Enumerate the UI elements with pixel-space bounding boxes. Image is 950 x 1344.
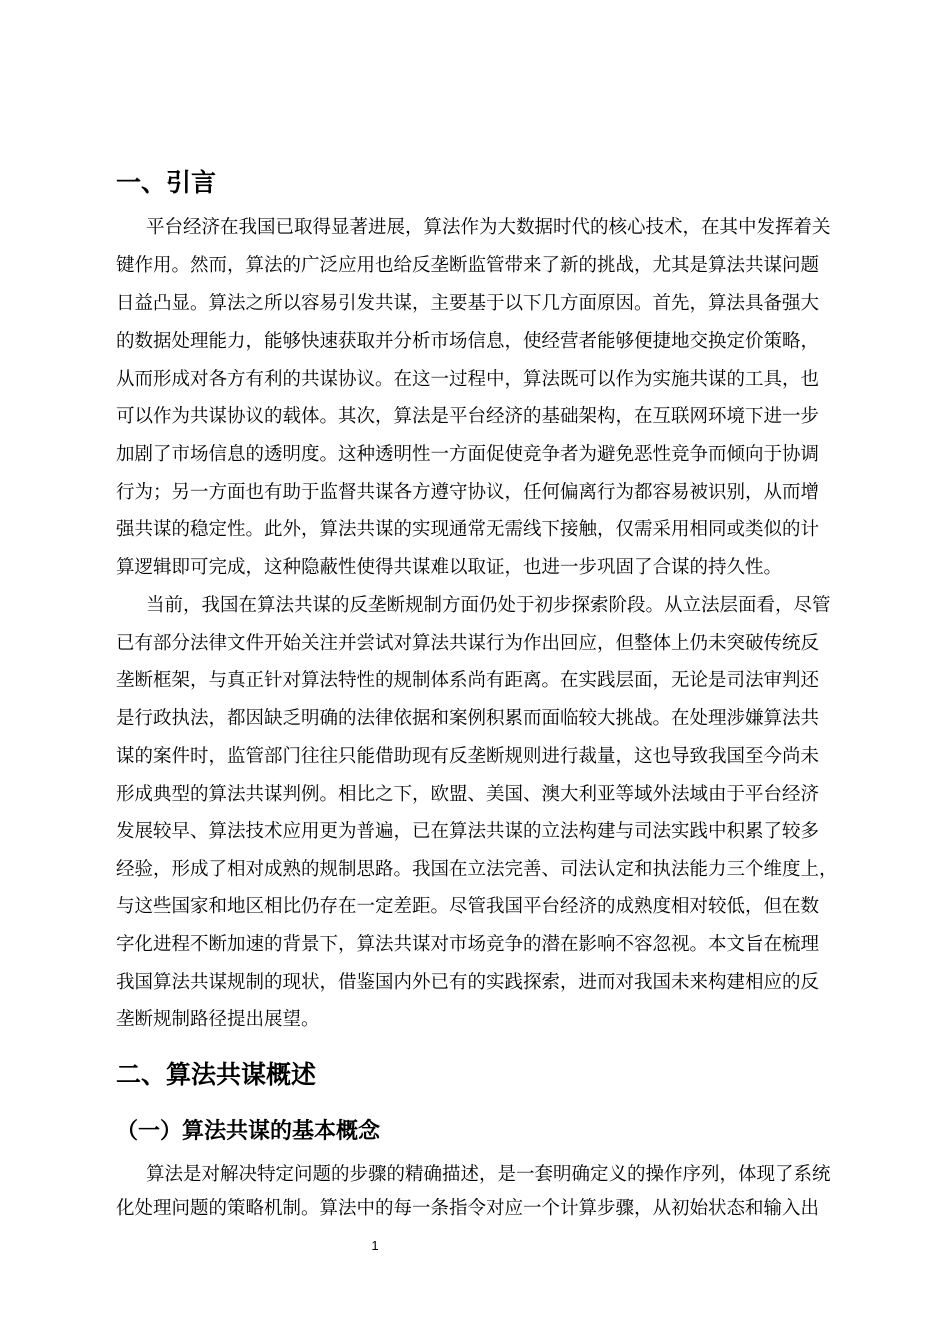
body-text-line: 发展较早、算法技术应用更为普遍，已在算法共谋的立法构建与司法实践中积累了较多 [116, 821, 820, 842]
body-text-line: 化处理问题的策略机制。算法中的每一条指令对应一个计算步骤，从初始状态和输入出 [116, 1198, 820, 1219]
body-text-line: 已有部分法律文件开始关注并尝试对算法共谋行为作出回应，但整体上仍未突破传统反 [116, 633, 820, 654]
body-text-line: 算逻辑即可完成，这种隐蔽性使得共谋难以取证，也进一步巩固了合谋的持久性。 [116, 557, 783, 578]
body-text-line: 日益凸显。算法之所以容易引发共谋，主要基于以下几方面原因。首先，算法具备强大 [116, 293, 820, 314]
body-text-line: 平台经济在我国已取得显著进展，算法作为大数据时代的核心技术，在其中发挥着关 [146, 217, 831, 238]
body-text-line: 的数据处理能力，能够快速获取并分析市场信息，使经营者能够便捷地交换定价策略， [116, 331, 820, 352]
body-text-line: 当前，我国在算法共谋的反垄断规制方面仍处于初步探索阶段。从立法层面看，尽管 [146, 595, 831, 616]
body-text-line: 字化进程不断加速的背景下，算法共谋对市场竞争的潜在影响不容忽视。本文旨在梳理 [116, 934, 820, 955]
body-text-line: 经验，形成了相对成熟的规制思路。我国在立法完善、司法认定和执法能力三个维度上， [116, 859, 838, 880]
page-number: 1 [371, 1238, 379, 1253]
body-text-line: 强共谋的稳定性。此外，算法共谋的实现通常无需线下接触，仅需采用相同或类似的计 [116, 519, 820, 540]
body-text-line: 垄断规制路径提出展望。 [116, 1009, 320, 1030]
body-text-line: 与这些国家和地区相比仍存在一定差距。尽管我国平台经济的成熟度相对较低，但在数 [116, 896, 820, 917]
body-text-line: 垄断框架，与真正针对算法特性的规制体系尚有距离。在实践层面，无论是司法审判还 [116, 670, 820, 691]
body-text-line: 是行政执法，都因缺乏明确的法律依据和案例积累而面临较大挑战。在处理涉嫌算法共 [116, 708, 820, 729]
body-text-line: 算法是对解决特定问题的步骤的精确描述，是一套明确定义的操作序列，体现了系统 [146, 1164, 831, 1185]
body-text-line: 形成典型的算法共谋判例。相比之下，欧盟、美国、澳大利亚等域外法域由于平台经济 [116, 784, 820, 805]
section-heading-overview: 二、算法共谋概述 [116, 1060, 317, 1089]
subsection-heading-basic-concept: （一）算法共谋的基本概念 [116, 1119, 381, 1144]
body-text-line: 行为；另一方面也有助于监督共谋各方遵守协议，任何偏离行为都容易被识别，从而增 [116, 482, 820, 503]
body-text-line: 我国算法共谋规制的现状，借鉴国内外已有的实践探索，进而对我国未来构建相应的反 [116, 972, 820, 993]
body-text-line: 可以作为共谋协议的载体。其次，算法是平台经济的基础架构，在互联网环境下进一步 [116, 406, 820, 427]
body-text-line: 键作用。然而，算法的广泛应用也给反垄断监管带来了新的挑战，尤其是算法共谋问题 [116, 255, 820, 276]
section-heading-introduction: 一、引言 [116, 168, 217, 197]
body-text-line: 谋的案件时，监管部门往往只能借助现有反垄断规则进行裁量，这也导致我国至今尚未 [116, 746, 820, 767]
body-text-line: 从而形成对各方有利的共谋协议。在这一过程中，算法既可以作为实施共谋的工具，也 [116, 369, 820, 390]
body-text-line: 加剧了市场信息的透明度。这种透明性一方面促使竞争者为避免恶性竞争而倾向于协调 [116, 444, 820, 465]
